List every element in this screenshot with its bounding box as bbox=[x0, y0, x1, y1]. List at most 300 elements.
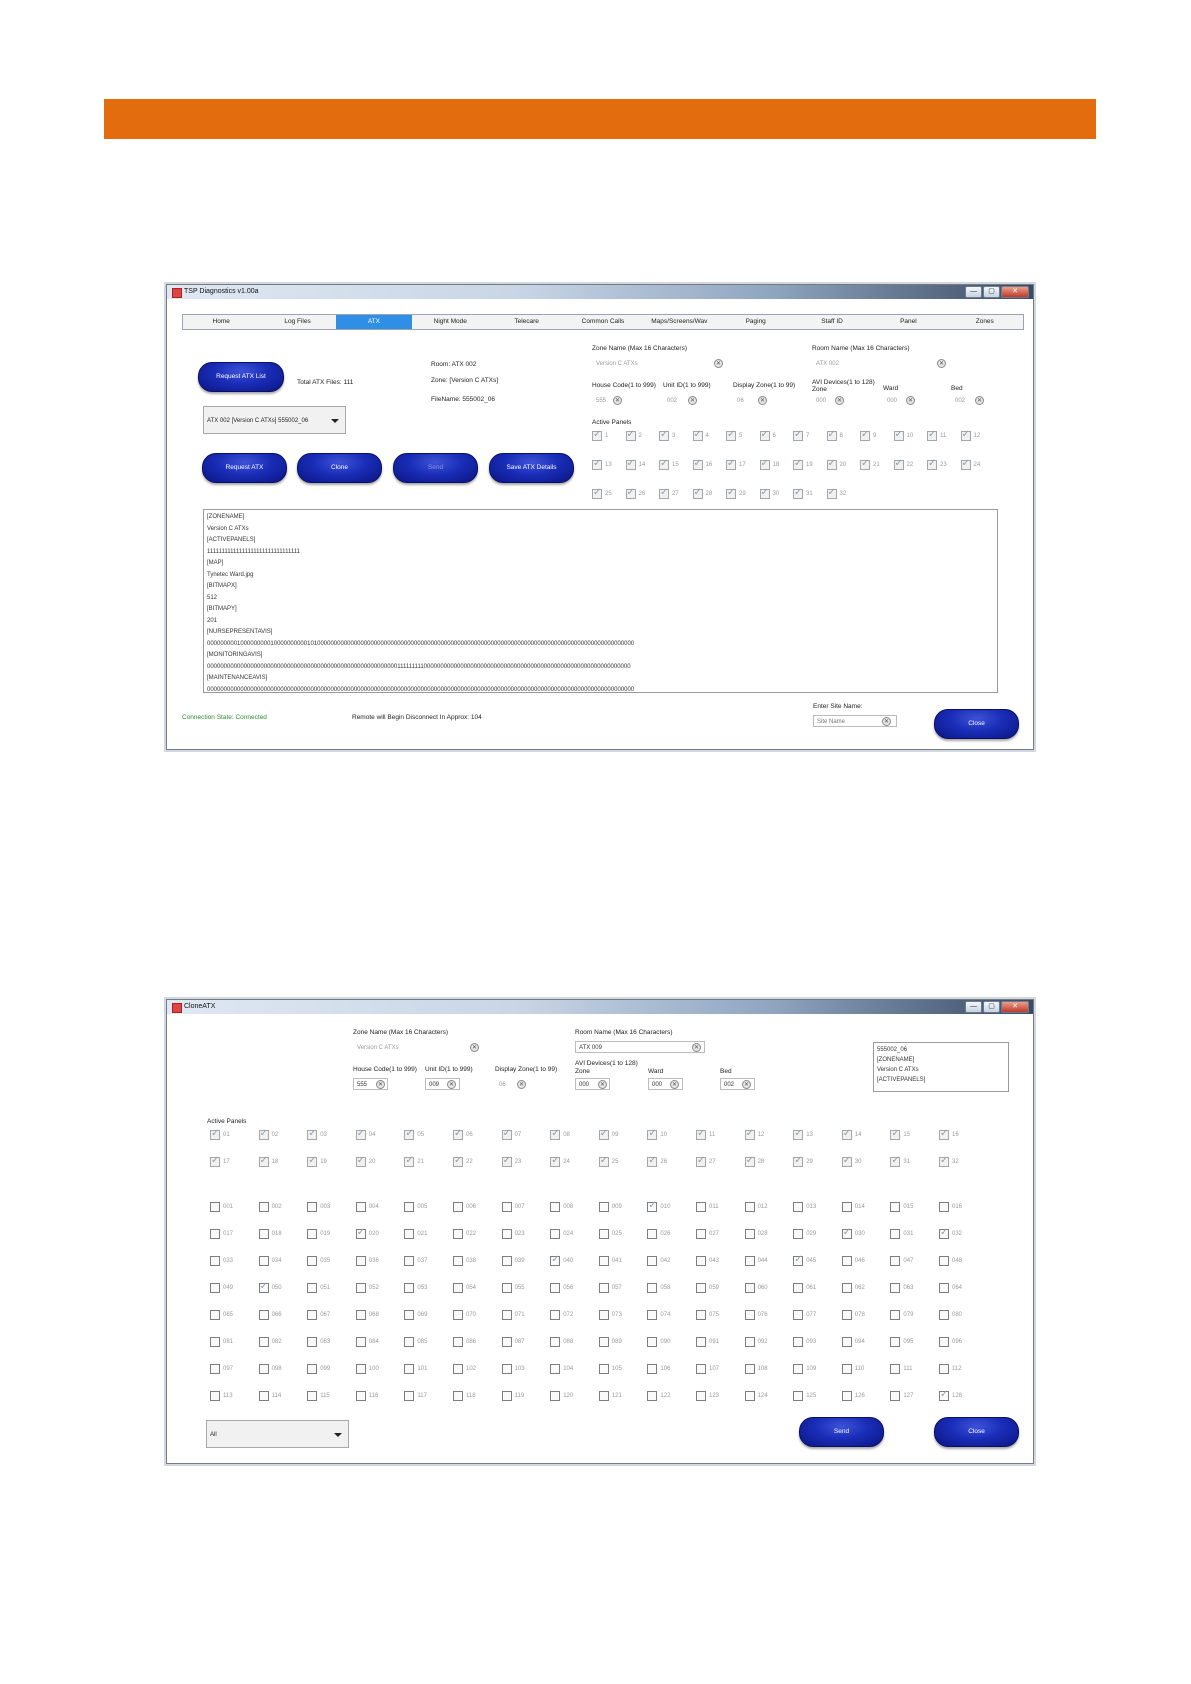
checkbox-box[interactable] bbox=[939, 1391, 949, 1401]
avi-checkbox[interactable] bbox=[356, 1256, 379, 1266]
checkbox-box[interactable] bbox=[939, 1202, 949, 1212]
checkbox-box[interactable] bbox=[259, 1130, 269, 1140]
checkbox-box[interactable] bbox=[939, 1157, 949, 1167]
panel-checkbox[interactable] bbox=[860, 460, 880, 470]
avi-checkbox[interactable] bbox=[599, 1391, 622, 1401]
avi-checkbox[interactable] bbox=[502, 1310, 525, 1320]
avi-checkbox[interactable] bbox=[404, 1256, 427, 1266]
checkbox-box[interactable] bbox=[550, 1364, 560, 1374]
checkbox-box[interactable] bbox=[890, 1229, 900, 1239]
tab-maps-screens-wav[interactable]: Maps/Screens/Wav bbox=[651, 318, 708, 325]
minimize-icon[interactable]: — bbox=[965, 1001, 982, 1013]
checkbox-box[interactable] bbox=[961, 460, 971, 470]
avi-checkbox[interactable] bbox=[210, 1337, 233, 1347]
minimize-icon[interactable]: — bbox=[965, 286, 982, 298]
panel-checkbox[interactable] bbox=[592, 460, 612, 470]
checkbox-box[interactable] bbox=[259, 1283, 269, 1293]
panel-checkbox[interactable] bbox=[502, 1157, 522, 1167]
checkbox-box[interactable] bbox=[502, 1229, 512, 1239]
checkbox-box[interactable] bbox=[793, 489, 803, 499]
avi-checkbox[interactable] bbox=[599, 1364, 622, 1374]
checkbox-box[interactable] bbox=[793, 460, 803, 470]
avi-checkbox[interactable] bbox=[939, 1391, 962, 1401]
save-atx-details-button[interactable]: Save ATX Details bbox=[489, 453, 574, 483]
checkbox-box[interactable] bbox=[453, 1337, 463, 1347]
avi-checkbox[interactable] bbox=[842, 1202, 865, 1212]
checkbox-box[interactable] bbox=[453, 1130, 463, 1140]
clear-icon[interactable]: ✕ bbox=[471, 1045, 478, 1051]
clear-icon[interactable]: ✕ bbox=[377, 1082, 384, 1088]
checkbox-box[interactable] bbox=[647, 1337, 657, 1347]
checkbox-box[interactable] bbox=[259, 1364, 269, 1374]
checkbox-box[interactable] bbox=[793, 1364, 803, 1374]
filter-select[interactable] bbox=[206, 1420, 349, 1448]
avi-checkbox[interactable] bbox=[599, 1229, 622, 1239]
checkbox-box[interactable] bbox=[939, 1229, 949, 1239]
avi-checkbox[interactable] bbox=[842, 1283, 865, 1293]
checkbox-box[interactable] bbox=[404, 1337, 414, 1347]
checkbox-box[interactable] bbox=[307, 1364, 317, 1374]
panel-checkbox[interactable] bbox=[961, 460, 981, 470]
panel-checkbox[interactable] bbox=[793, 489, 813, 499]
checkbox-box[interactable] bbox=[502, 1256, 512, 1266]
avi-checkbox[interactable] bbox=[647, 1229, 670, 1239]
panel-checkbox[interactable] bbox=[842, 1157, 862, 1167]
checkbox-box[interactable] bbox=[696, 1337, 706, 1347]
checkbox-box[interactable] bbox=[939, 1337, 949, 1347]
avi-checkbox[interactable] bbox=[696, 1202, 719, 1212]
checkbox-box[interactable] bbox=[404, 1229, 414, 1239]
avi-checkbox[interactable] bbox=[210, 1391, 233, 1401]
panel-checkbox[interactable] bbox=[647, 1157, 667, 1167]
tab-staff-id[interactable]: Staff ID bbox=[821, 318, 843, 325]
send-button[interactable]: Send bbox=[393, 453, 478, 483]
panel-checkbox[interactable] bbox=[210, 1130, 230, 1140]
panel-checkbox[interactable] bbox=[592, 431, 608, 441]
site-name-input[interactable]: Site Name bbox=[813, 715, 897, 727]
avi-checkbox[interactable] bbox=[696, 1364, 719, 1374]
avi-checkbox[interactable] bbox=[842, 1364, 865, 1374]
checkbox-box[interactable] bbox=[502, 1310, 512, 1320]
checkbox-box[interactable] bbox=[453, 1364, 463, 1374]
bed-field[interactable]: 002 bbox=[955, 398, 966, 404]
atx-preview-textarea[interactable] bbox=[873, 1042, 1009, 1092]
panel-checkbox[interactable] bbox=[592, 489, 612, 499]
avi-checkbox[interactable] bbox=[356, 1229, 379, 1239]
unit-id-field[interactable]: 009 bbox=[425, 1078, 460, 1090]
checkbox-box[interactable] bbox=[404, 1202, 414, 1212]
panel-checkbox[interactable] bbox=[793, 460, 813, 470]
checkbox-box[interactable] bbox=[842, 1364, 852, 1374]
avi-checkbox[interactable] bbox=[696, 1229, 719, 1239]
checkbox-box[interactable] bbox=[453, 1157, 463, 1167]
checkbox-box[interactable] bbox=[890, 1310, 900, 1320]
checkbox-box[interactable] bbox=[307, 1130, 317, 1140]
avi-checkbox[interactable] bbox=[259, 1229, 282, 1239]
checkbox-box[interactable] bbox=[550, 1256, 560, 1266]
panel-checkbox[interactable] bbox=[961, 431, 981, 441]
avi-checkbox[interactable] bbox=[307, 1229, 330, 1239]
checkbox-box[interactable] bbox=[696, 1256, 706, 1266]
avi-checkbox[interactable] bbox=[502, 1283, 525, 1293]
panel-checkbox[interactable] bbox=[693, 489, 713, 499]
checkbox-box[interactable] bbox=[647, 1364, 657, 1374]
checkbox-box[interactable] bbox=[210, 1130, 220, 1140]
avi-checkbox[interactable] bbox=[210, 1283, 233, 1293]
checkbox-box[interactable] bbox=[550, 1202, 560, 1212]
checkbox-box[interactable] bbox=[696, 1157, 706, 1167]
panel-checkbox[interactable] bbox=[760, 431, 776, 441]
close-icon[interactable]: ✕ bbox=[1001, 1001, 1029, 1013]
panel-checkbox[interactable] bbox=[659, 431, 675, 441]
tab-common-calls[interactable]: Common Calls bbox=[581, 318, 625, 325]
tab-log-files[interactable]: Log Files bbox=[284, 318, 311, 325]
checkbox-box[interactable] bbox=[307, 1229, 317, 1239]
checkbox-box[interactable] bbox=[827, 460, 837, 470]
clear-icon[interactable]: ✕ bbox=[518, 1082, 525, 1088]
panel-checkbox[interactable] bbox=[827, 431, 843, 441]
checkbox-box[interactable] bbox=[793, 1391, 803, 1401]
checkbox-box[interactable] bbox=[259, 1310, 269, 1320]
checkbox-box[interactable] bbox=[842, 1310, 852, 1320]
display-zone-field[interactable]: 06 bbox=[499, 1082, 506, 1088]
checkbox-box[interactable] bbox=[404, 1364, 414, 1374]
checkbox-box[interactable] bbox=[696, 1202, 706, 1212]
avi-checkbox[interactable] bbox=[404, 1229, 427, 1239]
checkbox-box[interactable] bbox=[647, 1202, 657, 1212]
maximize-icon[interactable]: ▢ bbox=[983, 286, 1000, 298]
avi-checkbox[interactable] bbox=[745, 1283, 768, 1293]
room-name-field[interactable]: ATX 002 bbox=[816, 361, 839, 367]
checkbox-box[interactable] bbox=[599, 1202, 609, 1212]
ward-field[interactable]: 000 bbox=[648, 1078, 683, 1090]
house-code-field[interactable]: 555 bbox=[353, 1078, 388, 1090]
avi-checkbox[interactable] bbox=[745, 1202, 768, 1212]
checkbox-box[interactable] bbox=[599, 1229, 609, 1239]
checkbox-box[interactable] bbox=[793, 1202, 803, 1212]
avi-zone-field[interactable]: 000 bbox=[575, 1078, 610, 1090]
panel-checkbox[interactable] bbox=[890, 1157, 910, 1167]
checkbox-box[interactable] bbox=[356, 1283, 366, 1293]
checkbox-box[interactable] bbox=[890, 1256, 900, 1266]
panel-checkbox[interactable] bbox=[793, 431, 809, 441]
avi-checkbox[interactable] bbox=[842, 1256, 865, 1266]
panel-checkbox[interactable] bbox=[626, 489, 646, 499]
checkbox-box[interactable] bbox=[307, 1256, 317, 1266]
checkbox-box[interactable] bbox=[696, 1130, 706, 1140]
tab-night-mode[interactable]: Night Mode bbox=[433, 318, 467, 325]
avi-checkbox[interactable] bbox=[259, 1256, 282, 1266]
checkbox-box[interactable] bbox=[939, 1256, 949, 1266]
avi-checkbox[interactable] bbox=[696, 1310, 719, 1320]
ward-field[interactable]: 000 bbox=[887, 398, 898, 404]
checkbox-box[interactable] bbox=[550, 1310, 560, 1320]
avi-checkbox[interactable] bbox=[939, 1364, 962, 1374]
avi-checkbox[interactable] bbox=[890, 1310, 913, 1320]
checkbox-box[interactable] bbox=[745, 1229, 755, 1239]
checkbox-box[interactable] bbox=[760, 431, 770, 441]
avi-checkbox[interactable] bbox=[745, 1364, 768, 1374]
checkbox-box[interactable] bbox=[745, 1337, 755, 1347]
checkbox-box[interactable] bbox=[842, 1157, 852, 1167]
clear-icon[interactable]: ✕ bbox=[836, 398, 843, 404]
checkbox-box[interactable] bbox=[259, 1157, 269, 1167]
checkbox-box[interactable] bbox=[356, 1364, 366, 1374]
checkbox-box[interactable] bbox=[793, 1157, 803, 1167]
avi-checkbox[interactable] bbox=[647, 1310, 670, 1320]
checkbox-box[interactable] bbox=[599, 1283, 609, 1293]
panel-checkbox[interactable] bbox=[793, 1130, 813, 1140]
checkbox-box[interactable] bbox=[890, 1157, 900, 1167]
avi-checkbox[interactable] bbox=[599, 1310, 622, 1320]
avi-checkbox[interactable] bbox=[647, 1202, 670, 1212]
checkbox-box[interactable] bbox=[307, 1202, 317, 1212]
panel-checkbox[interactable] bbox=[659, 489, 679, 499]
checkbox-box[interactable] bbox=[827, 489, 837, 499]
avi-checkbox[interactable] bbox=[356, 1202, 379, 1212]
panel-checkbox[interactable] bbox=[693, 431, 709, 441]
checkbox-box[interactable] bbox=[860, 460, 870, 470]
avi-checkbox[interactable] bbox=[453, 1310, 476, 1320]
checkbox-box[interactable] bbox=[793, 1283, 803, 1293]
checkbox-box[interactable] bbox=[745, 1283, 755, 1293]
checkbox-box[interactable] bbox=[210, 1157, 220, 1167]
avi-checkbox[interactable] bbox=[356, 1310, 379, 1320]
checkbox-box[interactable] bbox=[502, 1337, 512, 1347]
panel-checkbox[interactable] bbox=[939, 1130, 959, 1140]
zone-name-field[interactable]: Version C ATXs bbox=[596, 361, 638, 367]
panel-checkbox[interactable] bbox=[827, 460, 847, 470]
checkbox-box[interactable] bbox=[860, 431, 870, 441]
checkbox-box[interactable] bbox=[210, 1283, 220, 1293]
avi-checkbox[interactable] bbox=[550, 1229, 573, 1239]
checkbox-box[interactable] bbox=[693, 460, 703, 470]
avi-checkbox[interactable] bbox=[745, 1337, 768, 1347]
avi-checkbox[interactable] bbox=[599, 1283, 622, 1293]
checkbox-box[interactable] bbox=[647, 1157, 657, 1167]
avi-checkbox[interactable] bbox=[404, 1337, 427, 1347]
checkbox-box[interactable] bbox=[726, 460, 736, 470]
avi-zone-field[interactable]: 000 bbox=[816, 398, 827, 404]
checkbox-box[interactable] bbox=[210, 1391, 220, 1401]
checkbox-box[interactable] bbox=[210, 1337, 220, 1347]
checkbox-box[interactable] bbox=[890, 1364, 900, 1374]
checkbox-box[interactable] bbox=[793, 431, 803, 441]
checkbox-box[interactable] bbox=[307, 1283, 317, 1293]
avi-checkbox[interactable] bbox=[307, 1391, 330, 1401]
panel-checkbox[interactable] bbox=[453, 1157, 473, 1167]
checkbox-box[interactable] bbox=[939, 1310, 949, 1320]
panel-checkbox[interactable] bbox=[894, 460, 914, 470]
avi-checkbox[interactable] bbox=[647, 1256, 670, 1266]
avi-checkbox[interactable] bbox=[502, 1256, 525, 1266]
checkbox-box[interactable] bbox=[842, 1283, 852, 1293]
avi-checkbox[interactable] bbox=[453, 1364, 476, 1374]
tab-atx[interactable]: ATX bbox=[336, 315, 412, 329]
avi-checkbox[interactable] bbox=[259, 1202, 282, 1212]
atx-file-textarea[interactable] bbox=[203, 509, 998, 693]
tab-home[interactable]: Home bbox=[212, 318, 230, 325]
bed-field[interactable]: 002 bbox=[720, 1078, 755, 1090]
avi-checkbox[interactable] bbox=[939, 1229, 962, 1239]
checkbox-box[interactable] bbox=[659, 489, 669, 499]
unit-id-field[interactable]: 002 bbox=[667, 398, 678, 404]
checkbox-box[interactable] bbox=[550, 1283, 560, 1293]
checkbox-box[interactable] bbox=[453, 1310, 463, 1320]
checkbox-box[interactable] bbox=[793, 1256, 803, 1266]
avi-checkbox[interactable] bbox=[550, 1364, 573, 1374]
avi-checkbox[interactable] bbox=[599, 1202, 622, 1212]
panel-checkbox[interactable] bbox=[793, 1157, 813, 1167]
checkbox-box[interactable] bbox=[404, 1256, 414, 1266]
avi-checkbox[interactable] bbox=[307, 1310, 330, 1320]
checkbox-box[interactable] bbox=[599, 1391, 609, 1401]
checkbox-box[interactable] bbox=[647, 1130, 657, 1140]
avi-checkbox[interactable] bbox=[842, 1229, 865, 1239]
checkbox-box[interactable] bbox=[502, 1157, 512, 1167]
panel-checkbox[interactable] bbox=[259, 1157, 279, 1167]
clear-icon[interactable]: ✕ bbox=[743, 1082, 750, 1088]
checkbox-box[interactable] bbox=[842, 1229, 852, 1239]
checkbox-box[interactable] bbox=[599, 1364, 609, 1374]
tab-paging[interactable]: Paging bbox=[745, 318, 766, 325]
panel-checkbox[interactable] bbox=[726, 489, 746, 499]
checkbox-box[interactable] bbox=[453, 1256, 463, 1266]
checkbox-box[interactable] bbox=[599, 1130, 609, 1140]
checkbox-box[interactable] bbox=[745, 1157, 755, 1167]
clear-icon[interactable]: ✕ bbox=[907, 398, 914, 404]
display-zone-field[interactable]: 06 bbox=[737, 398, 744, 404]
clear-icon[interactable]: ✕ bbox=[883, 719, 890, 725]
panel-checkbox[interactable] bbox=[693, 460, 713, 470]
checkbox-box[interactable] bbox=[939, 1283, 949, 1293]
checkbox-box[interactable] bbox=[626, 489, 636, 499]
checkbox-box[interactable] bbox=[647, 1283, 657, 1293]
avi-checkbox[interactable] bbox=[793, 1256, 816, 1266]
checkbox-box[interactable] bbox=[259, 1202, 269, 1212]
checkbox-box[interactable] bbox=[259, 1256, 269, 1266]
avi-checkbox[interactable] bbox=[307, 1283, 330, 1293]
checkbox-box[interactable] bbox=[894, 431, 904, 441]
checkbox-box[interactable] bbox=[890, 1283, 900, 1293]
avi-checkbox[interactable] bbox=[453, 1229, 476, 1239]
avi-checkbox[interactable] bbox=[745, 1256, 768, 1266]
avi-checkbox[interactable] bbox=[745, 1391, 768, 1401]
close-button[interactable]: Close bbox=[934, 1417, 1019, 1447]
avi-checkbox[interactable] bbox=[502, 1229, 525, 1239]
avi-checkbox[interactable] bbox=[939, 1310, 962, 1320]
panel-checkbox[interactable] bbox=[259, 1130, 279, 1140]
checkbox-box[interactable] bbox=[927, 431, 937, 441]
checkbox-box[interactable] bbox=[502, 1391, 512, 1401]
checkbox-box[interactable] bbox=[356, 1391, 366, 1401]
avi-checkbox[interactable] bbox=[259, 1310, 282, 1320]
checkbox-box[interactable] bbox=[827, 431, 837, 441]
clear-icon[interactable]: ✕ bbox=[599, 1082, 606, 1088]
checkbox-box[interactable] bbox=[592, 431, 602, 441]
panel-checkbox[interactable] bbox=[726, 431, 742, 441]
clear-icon[interactable]: ✕ bbox=[671, 1082, 678, 1088]
checkbox-box[interactable] bbox=[550, 1229, 560, 1239]
tab-telecare[interactable]: Telecare bbox=[514, 318, 539, 325]
avi-checkbox[interactable] bbox=[404, 1364, 427, 1374]
avi-checkbox[interactable] bbox=[259, 1364, 282, 1374]
clear-icon[interactable]: ✕ bbox=[938, 361, 945, 367]
checkbox-box[interactable] bbox=[760, 460, 770, 470]
checkbox-box[interactable] bbox=[453, 1391, 463, 1401]
avi-checkbox[interactable] bbox=[745, 1229, 768, 1239]
avi-checkbox[interactable] bbox=[939, 1337, 962, 1347]
checkbox-box[interactable] bbox=[550, 1391, 560, 1401]
avi-checkbox[interactable] bbox=[453, 1283, 476, 1293]
checkbox-box[interactable] bbox=[356, 1130, 366, 1140]
avi-checkbox[interactable] bbox=[890, 1283, 913, 1293]
atx-select[interactable] bbox=[203, 406, 346, 434]
checkbox-box[interactable] bbox=[842, 1337, 852, 1347]
checkbox-box[interactable] bbox=[453, 1202, 463, 1212]
avi-checkbox[interactable] bbox=[259, 1283, 282, 1293]
panel-checkbox[interactable] bbox=[745, 1130, 765, 1140]
checkbox-box[interactable] bbox=[626, 460, 636, 470]
checkbox-box[interactable] bbox=[404, 1130, 414, 1140]
avi-checkbox[interactable] bbox=[793, 1229, 816, 1239]
checkbox-box[interactable] bbox=[647, 1391, 657, 1401]
checkbox-box[interactable] bbox=[307, 1337, 317, 1347]
checkbox-box[interactable] bbox=[550, 1157, 560, 1167]
panel-checkbox[interactable] bbox=[745, 1157, 765, 1167]
clear-icon[interactable]: ✕ bbox=[693, 1045, 700, 1051]
avi-checkbox[interactable] bbox=[793, 1202, 816, 1212]
request-atx-list-button[interactable]: Request ATX List bbox=[198, 362, 284, 392]
avi-checkbox[interactable] bbox=[890, 1391, 913, 1401]
checkbox-box[interactable] bbox=[259, 1337, 269, 1347]
panel-checkbox[interactable] bbox=[842, 1130, 862, 1140]
checkbox-box[interactable] bbox=[726, 431, 736, 441]
checkbox-box[interactable] bbox=[502, 1130, 512, 1140]
clear-icon[interactable]: ✕ bbox=[689, 398, 696, 404]
panel-checkbox[interactable] bbox=[760, 489, 780, 499]
avi-checkbox[interactable] bbox=[793, 1364, 816, 1374]
room-name-field[interactable]: ATX 009 bbox=[575, 1041, 705, 1053]
checkbox-box[interactable] bbox=[659, 431, 669, 441]
avi-checkbox[interactable] bbox=[210, 1256, 233, 1266]
avi-checkbox[interactable] bbox=[550, 1283, 573, 1293]
avi-checkbox[interactable] bbox=[502, 1364, 525, 1374]
checkbox-box[interactable] bbox=[453, 1283, 463, 1293]
avi-checkbox[interactable] bbox=[939, 1283, 962, 1293]
avi-checkbox[interactable] bbox=[793, 1391, 816, 1401]
panel-checkbox[interactable] bbox=[894, 431, 914, 441]
avi-checkbox[interactable] bbox=[210, 1364, 233, 1374]
checkbox-box[interactable] bbox=[793, 1229, 803, 1239]
avi-checkbox[interactable] bbox=[696, 1337, 719, 1347]
avi-checkbox[interactable] bbox=[356, 1364, 379, 1374]
checkbox-box[interactable] bbox=[592, 460, 602, 470]
checkbox-box[interactable] bbox=[404, 1157, 414, 1167]
checkbox-box[interactable] bbox=[599, 1256, 609, 1266]
avi-checkbox[interactable] bbox=[696, 1283, 719, 1293]
checkbox-box[interactable] bbox=[356, 1337, 366, 1347]
avi-checkbox[interactable] bbox=[890, 1364, 912, 1374]
checkbox-box[interactable] bbox=[726, 489, 736, 499]
request-atx-button[interactable]: Request ATX bbox=[202, 453, 287, 483]
panel-checkbox[interactable] bbox=[626, 431, 642, 441]
avi-checkbox[interactable] bbox=[307, 1256, 330, 1266]
checkbox-box[interactable] bbox=[502, 1364, 512, 1374]
checkbox-box[interactable] bbox=[356, 1310, 366, 1320]
clear-icon[interactable]: ✕ bbox=[448, 1082, 455, 1088]
avi-checkbox[interactable] bbox=[696, 1256, 719, 1266]
